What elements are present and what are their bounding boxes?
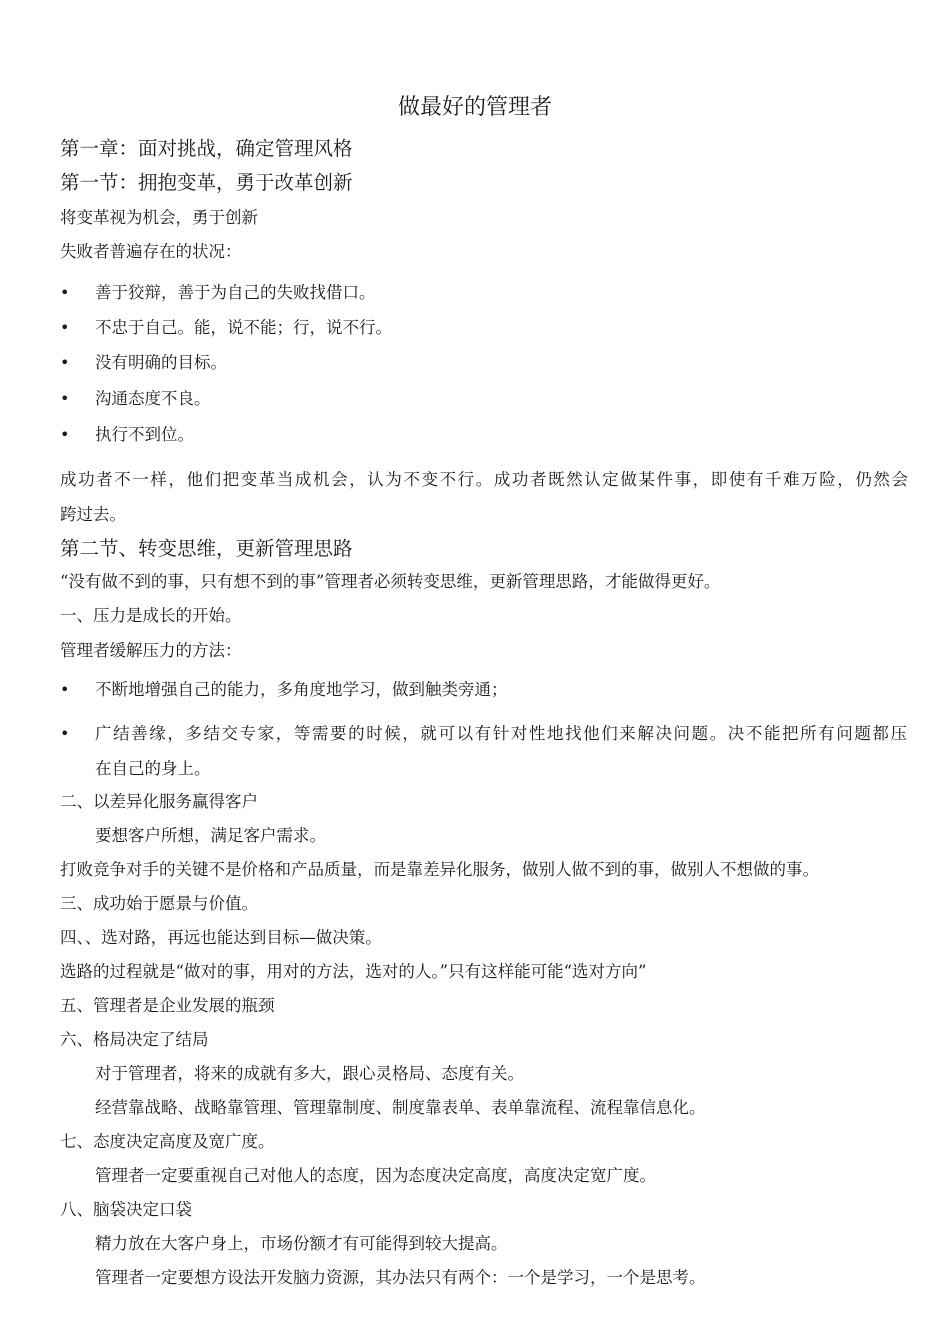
list-item: 沟通态度不良。 xyxy=(95,389,211,408)
bullet-icon: • xyxy=(60,680,70,699)
item-7-detail: 管理者一定要重视自己对他人的态度，因为态度决定高度，高度决定宽广度。 xyxy=(95,1166,656,1185)
bullet-icon: • xyxy=(60,724,70,743)
paragraph-relief-intro: 管理者缓解压力的方法： xyxy=(60,641,242,660)
bullet-icon: • xyxy=(60,283,70,302)
item-8-detail: 精力放在大客户身上，市场份额才有可能得到较大提高。 xyxy=(95,1234,508,1253)
paragraph-success-line: 跨过去。 xyxy=(60,505,126,524)
bullet-icon: • xyxy=(60,425,70,444)
list-item: 不忠于自己。能，说不能；行，说不行。 xyxy=(95,318,392,337)
paragraph-quote: “没有做不到的事，只有想不到的事”管理者必须转变思维，更新管理思路，才能做得更好。 xyxy=(60,572,721,591)
bullet-icon: • xyxy=(60,318,70,337)
list-item-continuation: 在自己的身上。 xyxy=(95,759,211,778)
item-6-detail: 经营靠战略、战略靠管理、管理靠制度、制度靠表单、表单靠流程、流程靠信息化。 xyxy=(95,1098,706,1117)
item-heading-2: 二、以差异化服务赢得客户 xyxy=(60,792,258,811)
paragraph-path: 选路的过程就是“做对的事，用对的方法，选对的人。”只有这样能可能“选对方向” xyxy=(60,962,647,981)
item-heading-8: 八、脑袋决定口袋 xyxy=(60,1200,192,1219)
item-8-detail: 管理者一定要想方设法开发脑力资源，其办法只有两个：一个是学习，一个是思考。 xyxy=(95,1268,706,1287)
bullet-icon: • xyxy=(60,353,70,372)
item-6-detail: 对于管理者，将来的成就有多大，跟心灵格局、态度有关。 xyxy=(95,1064,524,1083)
bullet-icon: • xyxy=(60,389,70,408)
paragraph-failure-intro: 失败者普遍存在的状况： xyxy=(60,242,242,261)
item-heading-1: 一、压力是成长的开始。 xyxy=(60,606,242,625)
list-item: 广结善缘，多结交专家，等需要的时候，就可以有针对性地找他们来解决问题。决不能把所有问题都压 xyxy=(95,724,907,743)
paragraph-change: 将变革视为机会，勇于创新 xyxy=(60,208,258,227)
section-heading-1: 第一节：拥抱变革，勇于改革创新 xyxy=(60,171,353,194)
list-item: 没有明确的目标。 xyxy=(95,353,227,372)
paragraph-compete: 打败竞争对手的关键不是价格和产品质量，而是靠差异化服务，做别人做不到的事，做别人不想做的事。 xyxy=(60,860,819,879)
item-heading-3: 三、成功始于愿景与价值。 xyxy=(60,894,258,913)
item-heading-5: 五、管理者是企业发展的瓶颈 xyxy=(60,996,275,1015)
item-2-detail: 要想客户所想，满足客户需求。 xyxy=(95,826,326,845)
list-item: 不断地增强自己的能力，多角度地学习，做到触类旁通； xyxy=(95,680,508,699)
item-heading-6: 六、格局决定了结局 xyxy=(60,1030,209,1049)
document-title: 做最好的管理者 xyxy=(397,95,552,120)
paragraph-success-line: 成功者不一样，他们把变革当成机会，认为不变不行。成功者既然认定做某件事，即使有千难万险，仍然会 xyxy=(60,470,908,489)
list-item: 善于狡辩，善于为自己的失败找借口。 xyxy=(95,283,376,302)
item-heading-4: 四、、选对路，再远也能达到目标—做决策。 xyxy=(60,928,382,947)
list-item: 执行不到位。 xyxy=(95,425,194,444)
section-heading-2: 第二节、转变思维，更新管理思路 xyxy=(60,537,353,560)
chapter-heading: 第一章：面对挑战，确定管理风格 xyxy=(60,137,353,160)
item-heading-7: 七、态度决定高度及宽广度。 xyxy=(60,1132,275,1151)
